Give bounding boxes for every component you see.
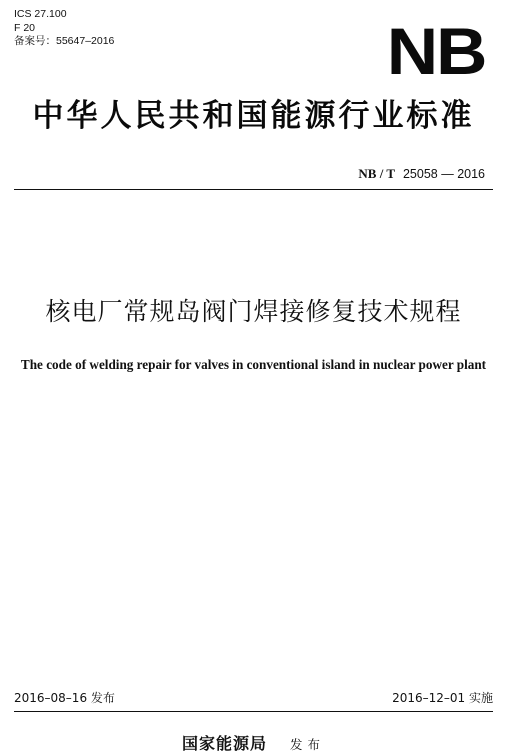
standard-prefix: NB / T xyxy=(358,166,395,181)
implementation-date: 2016–12–01 实施 xyxy=(392,691,493,705)
standard-number xyxy=(358,166,485,182)
classification-block xyxy=(14,8,114,49)
document-title-english: The code of welding repair for valves in conventional island in nuclear power plant xyxy=(20,357,487,372)
ics-code: ICS 27.100 xyxy=(14,8,67,20)
publisher-action: 发布 xyxy=(290,737,326,752)
top-divider xyxy=(14,189,493,190)
publisher-name: 国家能源局 xyxy=(181,734,267,753)
classification-code: F 20 xyxy=(14,21,36,34)
standard-banner: 中华人民共和国能源行业标准 xyxy=(32,98,475,134)
standard-code: 25058 — 2016 xyxy=(402,167,485,181)
filing-number: 备案号：55647–2016 xyxy=(14,35,115,47)
issue-date: 2016–08–16 发布 xyxy=(14,691,115,705)
publisher-line xyxy=(0,734,507,755)
bottom-divider xyxy=(14,711,493,712)
document-title-chinese: 核电厂常规岛阀门焊接修复技术规程 xyxy=(45,297,462,326)
nb-logo: NB xyxy=(386,14,485,88)
